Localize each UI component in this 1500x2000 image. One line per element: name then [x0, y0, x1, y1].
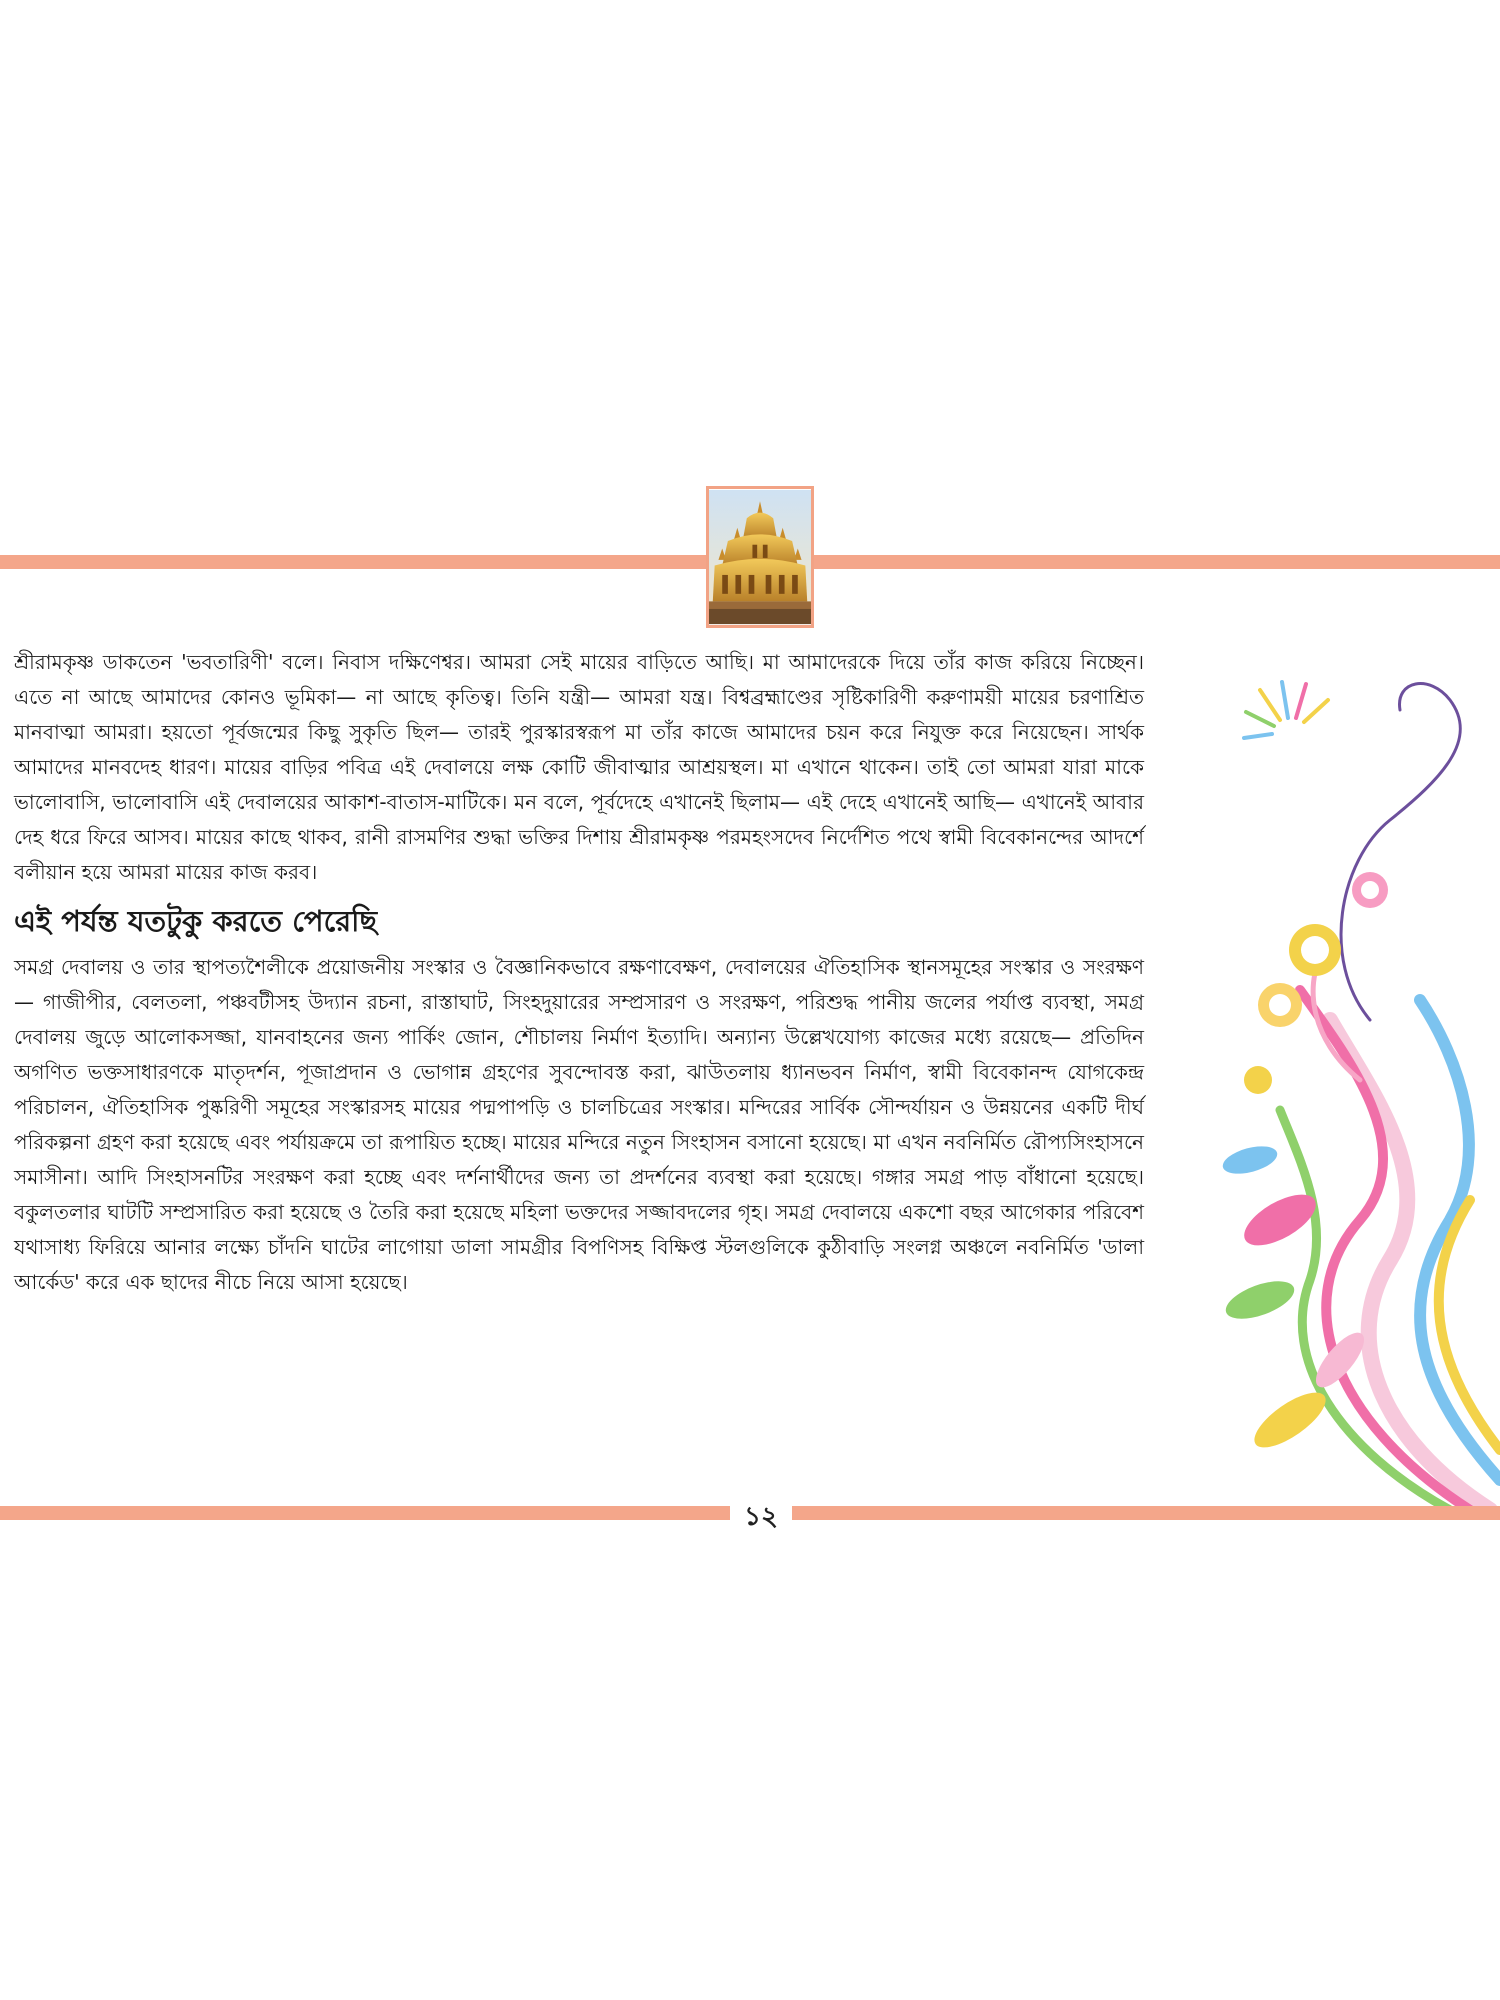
- page-number: ১২: [744, 1502, 778, 1532]
- intro-paragraph: শ্রীরামকৃষ্ণ ডাকতেন 'ভবতারিণী' বলে। নিবাস দক্ষিণেশ্বর। আমরা সেই মায়ের বাড়িতে আছি। মা আমাদেরকে দিয়ে তাঁর কাজ করিয়ে নিচ্ছেন। এতে না আছে আমাদের কোনও ভূমিকা— না আছে কৃতিত্ব। তিনি যন্ত্রী— আমরা যন্ত্র। বিশ্বব্রহ্মাণ্ডের সৃষ্টিকারিণী করুণাময়ী মায়ের চরণাশ্রিত মানবাত্মা আমরা। হয়তো পূর্বজন্মের কিছু সুকৃতি ছিল— তারই পুরস্কারস্বরূপ মা তাঁর কাজে আমাদের চয়ন করে নিযুক্ত করে নিয়েছেন। সার্থক আমাদের মানবদেহ ধারণ। মায়ের বাড়ির পবিত্র এই দেবালয়ে লক্ষ কোটি জীবাত্মার আশ্রয়স্থল। মা এখানে থাকেন। তাই তো আমরা যারা মাকে ভালোবাসি, ভালোবাসি এই দেবালয়ের আকাশ-বাতাস-মাটিকে। মন বলে, পূর্বদেহে এখানেই ছিলাম— এই দেহে এখানেই আছি— এখানেই আবার দেহ ধরে ফিরে আসব। মায়ের কাছে থাকব, রানী রাসমণির শুদ্ধা ভক্তির দিশায় শ্রীরামকৃষ্ণ পরমহংসদেব নির্দেশিত পথে স্বামী বিবেকানন্দের আদর্শে বলীয়ান হয়ে আমরা মায়ের কাজ করব।: [14, 650, 1144, 884]
- section-heading: এই পর্যন্ত যতটুকু করতে পেরেছি: [14, 904, 378, 938]
- floral-decoration: [1220, 660, 1500, 1510]
- text-content: [14, 645, 1144, 1300]
- temple-icon: [709, 489, 811, 625]
- temple-photo: [706, 486, 814, 628]
- bottom-band-left: [0, 1506, 730, 1520]
- achievements-paragraph: সমগ্র দেবালয় ও তার স্থাপত্যশৈলীকে প্রয়োজনীয় সংস্কার ও বৈজ্ঞানিকভাবে রক্ষণাবেক্ষণ, দেবালয়ের ঐতিহাসিক স্থানসমূহের সংস্কার ও সংরক্ষণ— গাজীপীর, বেলতলা, পঞ্চবটীসহ উদ্যান রচনা, রাস্তাঘাট, সিংহদুয়ারের সম্প্রসারণ ও সংরক্ষণ, পরিশুদ্ধ পানীয় জলের পর্যাপ্ত ব্যবস্থা, সমগ্র দেবালয় জুড়ে আলোকসজ্জা, যানবাহনের জন্য পার্কিং জোন, শৌচালয় নির্মাণ ইত্যাদি। অন্যান্য উল্লেখযোগ্য কাজের মধ্যে রয়েছে— প্রতিদিন অগণিত ভক্তসাধারণকে মাতৃদর্শন, পূজাপ্রদান ও ভোগান্ন গ্রহণের সুবন্দোবস্ত করা, ঝাউতলায় ধ্যানভবন নির্মাণ, স্বামী বিবেকানন্দ যোগকেন্দ্র পরিচালন, ঐতিহাসিক পুষ্করিণী সমূহের সংস্কারসহ মায়ের পদ্মপাপড়ি ও চালচিত্রের সংস্কার। মন্দিরের সার্বিক সৌন্দর্যায়ন ও উন্নয়নের একটি দীর্ঘ পরিকল্পনা গ্রহণ করা হয়েছে এবং পর্যায়ক্রমে তা রূপায়িত হচ্ছে। মায়ের মন্দিরে নতুন সিংহাসন বসানো হয়েছে। মা এখন নবনির্মিত রৌপ্যসিংহাসনে সমাসীনা। আদি সিংহাসনটির সংরক্ষণ করা হচ্ছে এবং দর্শনার্থীদের জন্য তা প্রদর্শনের ব্যবস্থা করা হয়েছে। গঙ্গার সমগ্র পাড় বাঁধানো হয়েছে। বকুলতলার ঘাটটি সম্প্রসারিত করা হয়েছে ও তৈরি করা হয়েছে মহিলা ভক্তদের সজ্জাবদলের গৃহ। সমগ্র দেবালয়ে একশো বছর আগেকার পরিবেশ যথাসাধ্য ফিরিয়ে আনার লক্ষ্যে চাঁদনি ঘাটের লাগোয়া ডালা সামগ্রীর বিপণিসহ বিক্ষিপ্ত স্টলগুলিকে কুঠীবাড়ি সংলগ্ন অঞ্চলে নবনির্মিত 'ডালা আর্কেড' করে এক ছাদের নীচে নিয়ে আসা হয়েছে।: [14, 955, 1144, 1294]
- bottom-band-right: [792, 1506, 1500, 1520]
